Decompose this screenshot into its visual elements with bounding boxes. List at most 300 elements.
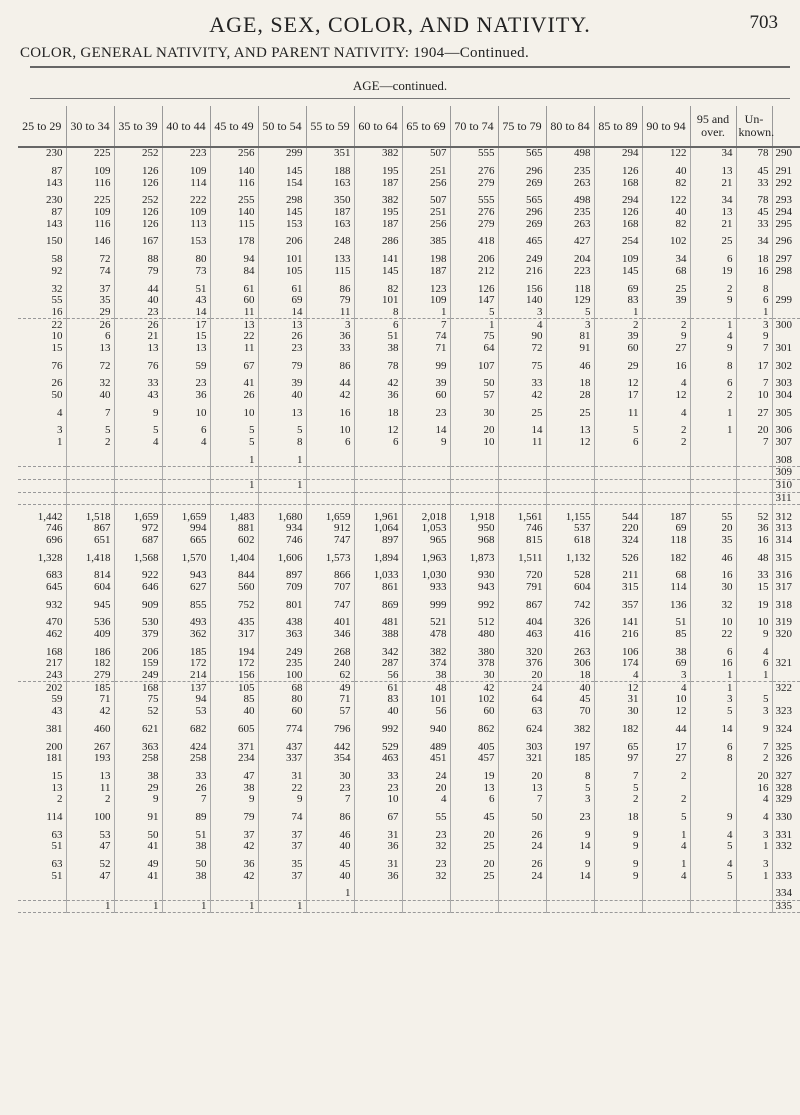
table-row: [18, 859, 800, 871]
table-cell: 24: [498, 870, 546, 882]
table-cell: 6: [736, 295, 772, 307]
table-cell: 565: [498, 195, 546, 207]
table-cell: 45: [306, 859, 354, 871]
page-number: 703: [749, 12, 778, 33]
top-rule: [30, 66, 790, 68]
table-cell: 521: [402, 617, 450, 629]
table-cell: 31: [594, 694, 642, 706]
table-cell: 50: [498, 812, 546, 824]
table-cell: 526: [594, 552, 642, 564]
table-cell: 9: [594, 859, 642, 871]
table-cell: 252: [114, 147, 162, 160]
table-cell: 862: [450, 724, 498, 736]
table-cell: 321: [498, 753, 546, 765]
table-cell: [690, 437, 736, 449]
table-cell: 47: [210, 771, 258, 783]
line-number: 331: [775, 828, 792, 841]
table-cell: 3: [690, 694, 736, 706]
table-cell: 17: [736, 360, 772, 372]
table-cell: 32: [402, 841, 450, 853]
table-row: [18, 207, 800, 219]
table-cell: 13: [18, 782, 66, 794]
table-cell: 33: [498, 378, 546, 390]
table-cell: 223: [546, 266, 594, 278]
table-cell: 137: [162, 682, 210, 694]
table-cell: 796: [306, 724, 354, 736]
table-cell: 18: [354, 407, 402, 419]
table-cell: 114: [18, 812, 66, 824]
table-cell: 6: [354, 319, 402, 331]
table-cell: 13: [66, 343, 114, 355]
table-cell: [546, 900, 594, 913]
table-cell: 174: [594, 658, 642, 670]
line-number: 318: [775, 598, 792, 611]
table-cell: 40: [114, 295, 162, 307]
table-cell: 36: [354, 870, 402, 882]
table-cell: 27: [736, 407, 772, 419]
table-cell: [690, 900, 736, 913]
table-cell: 746: [18, 523, 66, 535]
table-row: [18, 753, 800, 765]
table-cell: 35: [258, 859, 306, 871]
table-cell: [736, 479, 772, 492]
table-cell: 774: [258, 724, 306, 736]
table-cell: 6: [66, 331, 114, 343]
table-cell: 65: [594, 741, 642, 753]
table-cell: 1: [210, 454, 258, 466]
table-cell: 61: [258, 283, 306, 295]
table-cell: 217: [18, 658, 66, 670]
table-cell: [18, 492, 66, 505]
table-cell: 256: [210, 147, 258, 160]
table-cell: 16: [306, 407, 354, 419]
table-cell: 4: [162, 437, 210, 449]
table-cell: 35: [66, 295, 114, 307]
table-cell: [594, 454, 642, 466]
table-cell: 992: [450, 599, 498, 611]
table-cell: 528: [546, 570, 594, 582]
table-cell: 544: [594, 511, 642, 523]
table-cell: 44: [306, 378, 354, 390]
table-cell: 382: [354, 147, 402, 160]
table-cell: 287: [354, 658, 402, 670]
table-cell: 943: [450, 582, 498, 594]
table-cell: 687: [114, 535, 162, 547]
table-cell: 116: [66, 218, 114, 230]
table-cell: 178: [210, 236, 258, 248]
line-number: 296: [775, 235, 792, 248]
table-cell: 10: [450, 437, 498, 449]
table-cell: 168: [594, 218, 642, 230]
table-cell: 60: [210, 295, 258, 307]
table-cell: 14: [162, 307, 210, 319]
table-cell: 102: [642, 236, 690, 248]
table-cell: 91: [114, 812, 162, 824]
table-cell: 48: [736, 552, 772, 564]
table-cell: 376: [498, 658, 546, 670]
table-cell: 204: [546, 254, 594, 266]
table-cell: 20: [498, 670, 546, 682]
table-cell: 382: [402, 646, 450, 658]
table-cell: 746: [498, 523, 546, 535]
table-cell: 114: [642, 582, 690, 594]
table-cell: 185: [546, 753, 594, 765]
table-cell: 3: [642, 670, 690, 682]
table-cell: 100: [66, 812, 114, 824]
table-cell: 269: [498, 177, 546, 189]
table-cell: 5: [736, 694, 772, 706]
table-cell: 222: [162, 195, 210, 207]
table-cell: 299: [258, 147, 306, 160]
table-cell: 42: [210, 870, 258, 882]
table-cell: 15: [736, 582, 772, 594]
table-cell: 195: [354, 166, 402, 178]
table-cell: [642, 454, 690, 466]
table-cell: 33: [114, 378, 162, 390]
table-cell: 4: [642, 870, 690, 882]
line-number: 301: [775, 341, 792, 354]
line-number: 302: [775, 359, 792, 372]
table-cell: 13: [258, 407, 306, 419]
table-cell: 4: [736, 794, 772, 806]
table-cell: 2: [642, 794, 690, 806]
table-cell: 153: [258, 218, 306, 230]
table-cell: 1,561: [498, 511, 546, 523]
table-cell: [402, 454, 450, 466]
table-cell: 19: [690, 266, 736, 278]
table-cell: 21: [690, 177, 736, 189]
table-cell: 35: [690, 535, 736, 547]
table-cell: 8: [736, 283, 772, 295]
column-header: 50 to 54: [258, 106, 306, 147]
table-cell: 43: [114, 390, 162, 402]
table-cell: 68: [642, 570, 690, 582]
table-row: [18, 629, 800, 641]
table-cell: 861: [354, 582, 402, 594]
table-cell: 52: [736, 511, 772, 523]
table-cell: 39: [642, 295, 690, 307]
table-cell: [402, 467, 450, 480]
column-header: [772, 106, 800, 147]
table-cell: 3: [18, 425, 66, 437]
table-cell: 40: [642, 166, 690, 178]
table-cell: 1,961: [354, 511, 402, 523]
table-cell: 994: [162, 523, 210, 535]
table-cell: 707: [306, 582, 354, 594]
table-cell: 11: [594, 407, 642, 419]
table-cell: 185: [162, 646, 210, 658]
table-cell: 42: [354, 378, 402, 390]
table-cell: 123: [402, 283, 450, 295]
table-cell: 51: [354, 331, 402, 343]
column-header: 40 to 44: [162, 106, 210, 147]
table-cell: 943: [162, 570, 210, 582]
table-cell: 1,659: [114, 511, 162, 523]
table-cell: 86: [306, 360, 354, 372]
table-cell: 1,442: [18, 511, 66, 523]
table-row: [18, 812, 800, 824]
table-cell: 234: [210, 753, 258, 765]
table-cell: 19: [736, 599, 772, 611]
table-cell: 15: [162, 331, 210, 343]
table-cell: 6: [690, 741, 736, 753]
table-cell: 374: [402, 658, 450, 670]
table-cell: 5: [594, 425, 642, 437]
table-cell: [594, 492, 642, 505]
table-row: [18, 829, 800, 841]
table-cell: 32: [402, 870, 450, 882]
table-cell: 435: [210, 617, 258, 629]
table-cell: 16: [18, 307, 66, 319]
table-cell: 9: [736, 629, 772, 641]
table-cell: 60: [402, 390, 450, 402]
table-cell: 100: [258, 670, 306, 682]
table-cell: 185: [66, 682, 114, 694]
table-cell: 4: [18, 407, 66, 419]
table-cell: 934: [258, 523, 306, 535]
table-cell: 12: [546, 437, 594, 449]
table-cell: 478: [402, 629, 450, 641]
table-cell: 79: [306, 295, 354, 307]
table-cell: 1: [642, 829, 690, 841]
table-cell: 12: [354, 425, 402, 437]
table-cell: 23: [306, 782, 354, 794]
table-cell: 235: [258, 658, 306, 670]
table-cell: 602: [210, 535, 258, 547]
table-row: [18, 437, 800, 449]
table-cell: [642, 782, 690, 794]
table-cell: 80: [258, 694, 306, 706]
table-cell: 141: [354, 254, 402, 266]
table-cell: [258, 467, 306, 480]
table-cell: 1: [450, 319, 498, 331]
table-cell: [354, 900, 402, 913]
table-row: [18, 467, 800, 480]
table-cell: 42: [210, 841, 258, 853]
table-cell: 867: [66, 523, 114, 535]
table-cell: 27: [642, 753, 690, 765]
table-cell: 248: [306, 236, 354, 248]
table-cell: 4: [642, 682, 690, 694]
table-cell: 90: [498, 331, 546, 343]
table-cell: 9: [690, 812, 736, 824]
table-cell: [546, 479, 594, 492]
table-row: [18, 331, 800, 343]
table-cell: 315: [594, 582, 642, 594]
table-row: [18, 570, 800, 582]
table-cell: 211: [594, 570, 642, 582]
table-cell: 555: [450, 147, 498, 160]
table-cell: 71: [306, 694, 354, 706]
line-number: 310: [772, 479, 800, 492]
table-cell: 29: [594, 360, 642, 372]
table-cell: 276: [450, 166, 498, 178]
column-header: Un-known.: [736, 106, 772, 147]
table-cell: 897: [354, 535, 402, 547]
table-cell: 9: [736, 724, 772, 736]
table-cell: 20: [736, 425, 772, 437]
table-row: [18, 646, 800, 658]
table-cell: 9: [402, 437, 450, 449]
table-cell: 31: [354, 859, 402, 871]
table-cell: 14: [546, 870, 594, 882]
table-cell: [162, 492, 210, 505]
table-cell: 140: [210, 207, 258, 219]
line-number: 322: [775, 681, 792, 694]
table-cell: 2: [66, 437, 114, 449]
table-cell: [354, 467, 402, 480]
column-header: 85 to 89: [594, 106, 642, 147]
table-cell: 67: [210, 360, 258, 372]
table-cell: 20: [450, 859, 498, 871]
table-cell: 9: [114, 794, 162, 806]
table-cell: 51: [18, 841, 66, 853]
table-cell: 41: [210, 378, 258, 390]
table-row: [18, 390, 800, 402]
table-cell: 317: [210, 629, 258, 641]
table-cell: 5: [690, 841, 736, 853]
line-number: [772, 283, 800, 295]
table-cell: 99: [402, 360, 450, 372]
table-cell: 14: [498, 425, 546, 437]
table-row: [18, 479, 800, 492]
table-cell: [210, 888, 258, 900]
table-cell: 195: [354, 207, 402, 219]
table-cell: 4: [642, 407, 690, 419]
table-cell: 427: [546, 236, 594, 248]
table-cell: 115: [306, 266, 354, 278]
table-cell: 18: [546, 378, 594, 390]
line-number: [772, 331, 800, 343]
table-cell: 3: [736, 706, 772, 718]
table-cell: 6: [736, 658, 772, 670]
table-cell: 10: [18, 331, 66, 343]
table-cell: 6: [690, 646, 736, 658]
table-cell: 4: [594, 670, 642, 682]
table-cell: 33: [306, 343, 354, 355]
line-number: 314: [775, 533, 792, 546]
table-cell: [18, 467, 66, 480]
table-row: [18, 454, 800, 466]
table-cell: 747: [306, 535, 354, 547]
table-cell: 992: [354, 724, 402, 736]
table-cell: 82: [354, 283, 402, 295]
table-cell: 4: [736, 646, 772, 658]
column-header: 90 to 94: [642, 106, 690, 147]
table-cell: [736, 454, 772, 466]
table-cell: 101: [258, 254, 306, 266]
table-cell: 9: [594, 870, 642, 882]
table-cell: 465: [498, 236, 546, 248]
table-cell: 22: [258, 782, 306, 794]
column-header: 95 and over.: [690, 106, 736, 147]
line-number: 311: [772, 492, 800, 505]
table-cell: 26: [498, 829, 546, 841]
table-cell: 268: [306, 646, 354, 658]
table-cell: 182: [594, 724, 642, 736]
table-cell: 81: [546, 331, 594, 343]
table-cell: 2: [642, 319, 690, 331]
table-cell: 16: [690, 658, 736, 670]
table-cell: 13: [162, 343, 210, 355]
table-cell: 2: [66, 794, 114, 806]
table-cell: 279: [450, 177, 498, 189]
table-cell: 88: [114, 254, 162, 266]
table-cell: 530: [114, 617, 162, 629]
table-cell: 38: [354, 343, 402, 355]
table-cell: 86: [306, 812, 354, 824]
table-cell: [354, 888, 402, 900]
table-cell: 866: [306, 570, 354, 582]
table-cell: 143: [18, 218, 66, 230]
table-cell: 30: [450, 670, 498, 682]
table-cell: 76: [114, 360, 162, 372]
table-cell: 32: [66, 378, 114, 390]
table-cell: 40: [306, 870, 354, 882]
table-cell: 133: [306, 254, 354, 266]
table-cell: 462: [18, 629, 66, 641]
table-cell: 82: [642, 218, 690, 230]
table-cell: 618: [546, 535, 594, 547]
column-header: 60 to 64: [354, 106, 402, 147]
table-cell: 225: [66, 195, 114, 207]
table-cell: 263: [546, 218, 594, 230]
table-cell: [66, 492, 114, 505]
table-cell: 930: [450, 570, 498, 582]
table-cell: 23: [402, 407, 450, 419]
table-cell: 206: [450, 254, 498, 266]
table-cell: [690, 888, 736, 900]
page-title: AGE, SEX, COLOR, AND NATIVITY.: [209, 12, 591, 37]
table-cell: 357: [594, 599, 642, 611]
line-number: [772, 859, 800, 871]
table-cell: 869: [354, 599, 402, 611]
table-cell: 26: [498, 859, 546, 871]
table-cell: 91: [546, 343, 594, 355]
table-row: [18, 771, 800, 783]
table-cell: 512: [450, 617, 498, 629]
table-cell: 9: [546, 859, 594, 871]
table-cell: 25: [450, 870, 498, 882]
table-cell: [736, 492, 772, 505]
table-cell: 1,483: [210, 511, 258, 523]
table-cell: 16: [736, 782, 772, 794]
table-cell: 85: [210, 694, 258, 706]
table-cell: 38: [210, 782, 258, 794]
table-cell: 243: [18, 670, 66, 682]
table-cell: 14: [690, 724, 736, 736]
table-cell: 23: [258, 343, 306, 355]
table-cell: 1,030: [402, 570, 450, 582]
table-cell: 60: [258, 706, 306, 718]
table-cell: [162, 454, 210, 466]
table-cell: [594, 479, 642, 492]
table-cell: 55: [402, 812, 450, 824]
table-cell: 1,659: [162, 511, 210, 523]
table-cell: 51: [162, 283, 210, 295]
table-cell: 53: [162, 706, 210, 718]
table-cell: 36: [210, 859, 258, 871]
table-cell: 269: [498, 218, 546, 230]
table-cell: 3: [736, 319, 772, 331]
table-cell: 25: [690, 236, 736, 248]
table-cell: 442: [306, 741, 354, 753]
table-cell: 1: [690, 407, 736, 419]
table-row: [18, 741, 800, 753]
table-cell: [162, 479, 210, 492]
table-cell: [210, 467, 258, 480]
statistics-table: [18, 106, 800, 913]
